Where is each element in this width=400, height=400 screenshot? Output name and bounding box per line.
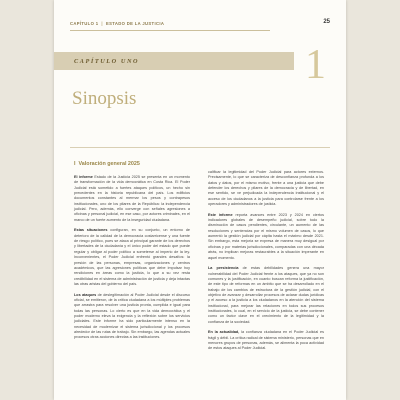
paragraph-text: Estado de la Justicia 2025 se presenta en un momento de transformación de la vida democrática en Costa Rica. El Poder Judicial está sometido a fuertes ataques políticos, un hecho sin precedentes en la historia republicana del país. Los edificios documentos constantes al mermar los pesos y contrapesos institucionales, uno de los pilares de la República: la independencia judicial. Pero, además, ello converge con señales agresiones a oficinas y personal judicial, en ese caso, por actores criminales, en el marco de un fuerte aumento de la inseguridad ciudadana. <box>74 175 191 222</box>
document-page <box>54 0 346 400</box>
paragraph <box>208 266 324 325</box>
running-head-chapter: CAPÍTULO 1 <box>70 21 99 26</box>
section-number: I <box>74 161 76 167</box>
paragraph <box>208 213 324 261</box>
left-column <box>74 175 190 346</box>
running-head-section: ESTADO DE LA JUSTICIA <box>105 21 165 26</box>
paragraph <box>208 170 324 207</box>
paragraph-text: la confianza ciudadana en el Poder Judicial es frágil y débil. La crítica radical de sistema ministerio, personas que en menores grupos de personas, además, se alimenta la poca actividad de estos ataques al Poder Judicial. <box>208 330 325 351</box>
section-heading <box>74 161 140 167</box>
paragraph-text: de estas debilidades genera una mayor vulnerabilidad del Poder Judicial frente a los ataques, que ya no son comunes y la justificación, en cuanto buscan reforma la justificación, de este tipo de reformas en un ámbito que se ha desarrollado en el trabajo de los cambios de estructura de la gestión judicial, con el objetivo de avanzar y desarrollar procesos de aclarar dudas jurídicas y el acceso a la justicia a los ciudadanos en la atención del sistema institucional, para mejorar las relaciones en todos sus procesos institucionales, lo cual, en el servicio de la justicia, se debe contener como un factor clave en el crecimiento de la legitimidad y la confianza de la sociedad. <box>208 266 324 324</box>
running-head <box>70 21 164 26</box>
hero-rule <box>70 147 330 148</box>
paragraph-text: configuran, en su conjunto, un entorno de deterioro de la calidad de la democracia costarricense y una fuente de riesgo político, pues se ataca al principal garante de los derechos y libertades de la ciudadanía y el único poder del estado que puede regular y obligar al poder político a someterse al imperio de la ley. Inconvenientes, el Poder Judicial enfrentó grandes desafíos: la presión de las personas, empresas, organizaciones y centros académicos, que las agresiones políticas que debe impulsar hoy rendiciones en áreas como la justicia, lo que a su vez resta credibilidad en el sistema de administración de justicia y deja intactas las otras aristas del gobierno del país. <box>74 228 190 286</box>
paragraph <box>208 330 324 351</box>
paragraph-text: reporta avances entre 2023 y 2024 en ciertos indicadores globales de desempeño judicial, sobre todo la disminución de casos pendientes, circulante, un aumento de las resoluciones y sentencias por el mismo volumen de casos, lo que aumentó la gestión judicial por cápita hasta el máximo desde 2021. Sin embargo, esta mejoría se expresa de manera muy desigual por oficinas y por materias jurisdiccionales, comparadas con una década atrás, no implican mejoras restaurables a la situación imperante en aquel momento. <box>208 212 324 260</box>
chapter-band <box>54 52 294 70</box>
paragraph-text: de deslegitimación al Poder Judicial desde el discurso oficial, se emitieron, de la crítica ciudadana a los múltiples problemas que arrastra para resolver una justicia pronta, cumplida e igual para todas las personas. Lo cierto es que en la vida democrática y el poder moderno eleva la exigencia y la reflexión sobre los servicios judiciales. Este informe ha sido particularmente intenso en la necesidad de modernizar el sistema jurisdiccional y los procesos alrededor de las rutas de trabajo. Sin embargo, las agendas actuales procesos otras acciones directas a las instituciones. <box>74 292 190 340</box>
chapter-number: 1 <box>305 42 326 88</box>
paragraph-lead: En la actualidad, <box>208 330 240 335</box>
paragraph-lead: Este informe <box>208 212 233 217</box>
paragraph-text: calificar la legitimidad del Poder Judicial para actores externos. Precisamente, lo que se caracteriza de desconfianza profunda a los datos y datos, por el mismo motivo, frente a una justicia que debe defender los derechos y pilares de la democracia y de libertad, en ese sentido, se ve perjudicada la independencia institucional y el acceso de los ciudadanos a la justicia para controlarse frente a los operadores y administradores de justicia. <box>208 170 324 207</box>
running-head-separator: | <box>101 21 103 26</box>
header-rule <box>70 30 270 31</box>
paragraph-lead: El informe <box>74 175 93 179</box>
chapter-label: CAPÍTULO UNO <box>74 57 140 65</box>
page-number: 25 <box>323 19 330 25</box>
paragraph-lead: Estas situaciones <box>74 228 108 233</box>
chapter-hero <box>54 42 346 152</box>
paragraph <box>74 293 190 341</box>
paragraph <box>74 228 190 287</box>
chapter-title: Sinopsis <box>72 88 137 109</box>
paragraph-lead: La persistencia <box>208 266 239 271</box>
section-title: Valoración general 2025 <box>78 161 140 167</box>
right-column <box>208 170 324 357</box>
paragraph-lead: Los ataques <box>74 292 97 297</box>
paragraph <box>74 175 190 223</box>
